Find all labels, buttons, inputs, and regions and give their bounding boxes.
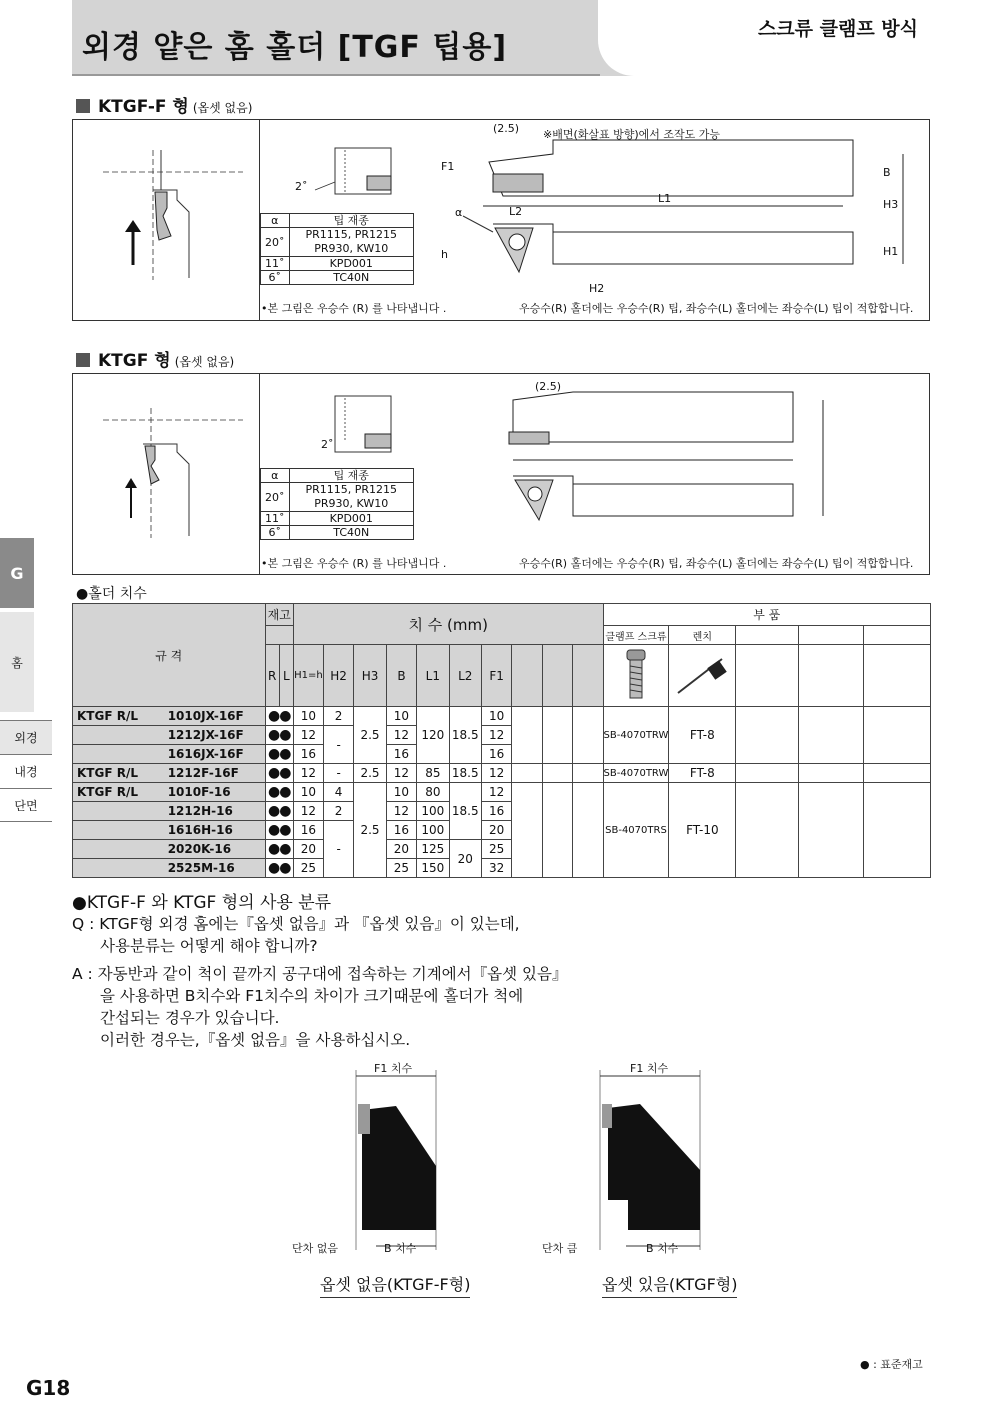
fig-left-f1-label: F1 치수 (374, 1062, 413, 1075)
side-tab-face[interactable]: 단면 (0, 788, 52, 822)
header-category: 스크류 클램프 방식 (757, 18, 918, 40)
header-category-panel (598, 0, 1000, 76)
header-spec: 규 격 (73, 604, 266, 707)
dim-label-b: B (883, 166, 891, 179)
header-underline (72, 74, 600, 76)
tip-header-grade: 팁 재종 (289, 214, 414, 228)
header-clamp-screw: 클램프 스크류 (603, 626, 669, 645)
header-stock: 재고 (265, 604, 293, 626)
fig-right-holder-image (560, 1070, 720, 1260)
tip-view-icon (305, 394, 395, 454)
dim-label-f1: F1 (441, 160, 455, 173)
workpiece-sketch-icon (93, 398, 243, 548)
header-wrench: 렌치 (669, 626, 736, 645)
angle-label: 2˚ (295, 180, 308, 193)
side-tab-inner[interactable]: 내경 (0, 754, 52, 788)
section1-drawing-box (72, 119, 930, 321)
fig-right-f1-label: F1 치수 (630, 1062, 669, 1075)
workpiece-sketch-icon (93, 140, 243, 290)
qa-title: ●KTGF-F 와 KTGF 형의 사용 분류 (72, 893, 332, 913)
dim-label-l2: L2 (509, 205, 523, 218)
qa-answer-4: 이러한 경우는,『옵셋 없음』을 사용하십시오. (100, 1031, 411, 1049)
qa-question-1: Q : KTGF형 외경 홈에는『옵셋 없음』과 『옵셋 있음』이 있는데, (72, 915, 520, 933)
side-tab-group[interactable]: 홈 (0, 612, 34, 712)
drawing-note: •본 그림은 우승수 (R) 를 나타냅니다 . (261, 302, 447, 315)
fig-right-b-label: B 치수 (646, 1242, 679, 1255)
holder-dimension-drawing (433, 124, 923, 300)
dims-caption: ●홀더 치수 (76, 586, 147, 602)
dim-label-l1: L1 (658, 192, 672, 205)
tip-grade-table: α 팁 재종 20˚ PR1115, PR1215 PR930, KW10 11˚ KPD001 6˚ TC40N (260, 213, 414, 285)
wrench-icon (672, 649, 732, 699)
tip-fit-note: 우승수(R) 홀더에는 우승수(R) 팁, 좌승수(L) 홀더에는 좌승수(L) 팁이 적합합니다. (519, 302, 914, 315)
back-operation-note: ※배면(화살표 방향)에서 조작도 가능 (543, 128, 721, 141)
wrench-image (669, 645, 736, 707)
fig-right-step-label: 단차 큼 (542, 1242, 578, 1255)
fig-left-step-label: 단차 없음 (292, 1242, 339, 1255)
stock-legend: ● : 표준재고 (860, 1358, 923, 1371)
page-title: 외경 얕은 홈 홀더 [TGF 팁용] (82, 30, 508, 65)
qa-answer-2: 을 사용하면 B치수와 F1치수의 차이가 크기때문에 홀더가 척에 (100, 987, 524, 1005)
drawing-note: •본 그림은 우승수 (R) 를 나타냅니다 . (261, 557, 447, 570)
dim-label-alpha: α (455, 206, 463, 219)
dim-label-h: h (441, 248, 448, 261)
dim-label-h1: H1 (883, 245, 899, 258)
qa-question-2: 사용분류는 어떻게 해야 합니까? (100, 937, 318, 955)
section1-title: KTGF-F 형 (옵셋 없음) (76, 92, 252, 117)
header-parts: 부 품 (603, 604, 930, 626)
tip-fit-note: 우승수(R) 홀더에는 우승수(R) 팁, 좌승수(L) 홀더에는 좌승수(L) 팁이 적합합니다. (519, 557, 914, 570)
dim-label-h3: H3 (883, 198, 899, 211)
fig-left-holder-image (300, 1070, 460, 1260)
qa-answer-1: A : 자동반과 같이 척이 끝까지 공구대에 접속하는 기계에서『옵셋 있음』 (72, 965, 568, 983)
qa-answer-3: 간섭되는 경우가 있습니다. (100, 1009, 280, 1027)
fig-left-b-label: B 치수 (384, 1242, 417, 1255)
tip-view-icon (305, 146, 395, 198)
section2-title: KTGF 형 (옵셋 없음) (76, 346, 234, 371)
side-tab-list (0, 720, 52, 822)
offset-label: (2.5) (535, 380, 562, 393)
page-number: G18 (26, 1376, 71, 1400)
fig-right-caption: 옵셋 있음(KTGF형) (602, 1272, 737, 1298)
tip-header-alpha: α (261, 214, 290, 228)
holder-dimension-drawing (473, 380, 923, 556)
screw-icon (621, 646, 651, 702)
offset-label: (2.5) (493, 122, 520, 135)
holder-dims-table: 규 격 재고 치 수 (mm) 부 품 클램프 스크류 렌치 R L H1=h H2 H3 B L1 L2 F1 KTGF R/L 1010JX-16F ●● 10 2 2.5 10 120 18.5 10 SB-4070TRW FT-8 1212JX-16F ●● 12 - 12 12 1616JX-16F ●● 16 16 16 KTGF R/L 1212F-16F ●● 12 - 2.5 12 85 18.5 12 SB-4070TRW FT-8 KTGF R/L 1010F-16 ●● 10 4 2.5 10 80 18.5 12 SB-4070TRS FT-10 1212H-16 ●● 12 2 12 100 16 1616H-16 ●● 16 - 16 100 20 2020K-16 ●● 20 20 125 20 25 2525M-16 ●● 25 25 150 32 (72, 603, 931, 878)
square-bullet-icon (76, 353, 90, 367)
side-tab-outer[interactable]: 외경 (0, 720, 52, 754)
header-dims: 치 수 (mm) (293, 604, 603, 645)
square-bullet-icon (76, 99, 90, 113)
section2-drawing-box (72, 373, 930, 575)
fig-left-caption: 옵셋 없음(KTGF-F형) (320, 1272, 470, 1298)
side-tab-section[interactable]: G (0, 538, 34, 608)
angle-label: 2˚ (321, 438, 334, 451)
clamp-screw-image (603, 645, 669, 707)
dim-label-h2: H2 (589, 282, 605, 295)
tip-grade-table: α 팁 재종 20˚ PR1115, PR1215 PR930, KW10 11˚ KPD001 6˚ TC40N (260, 468, 414, 540)
